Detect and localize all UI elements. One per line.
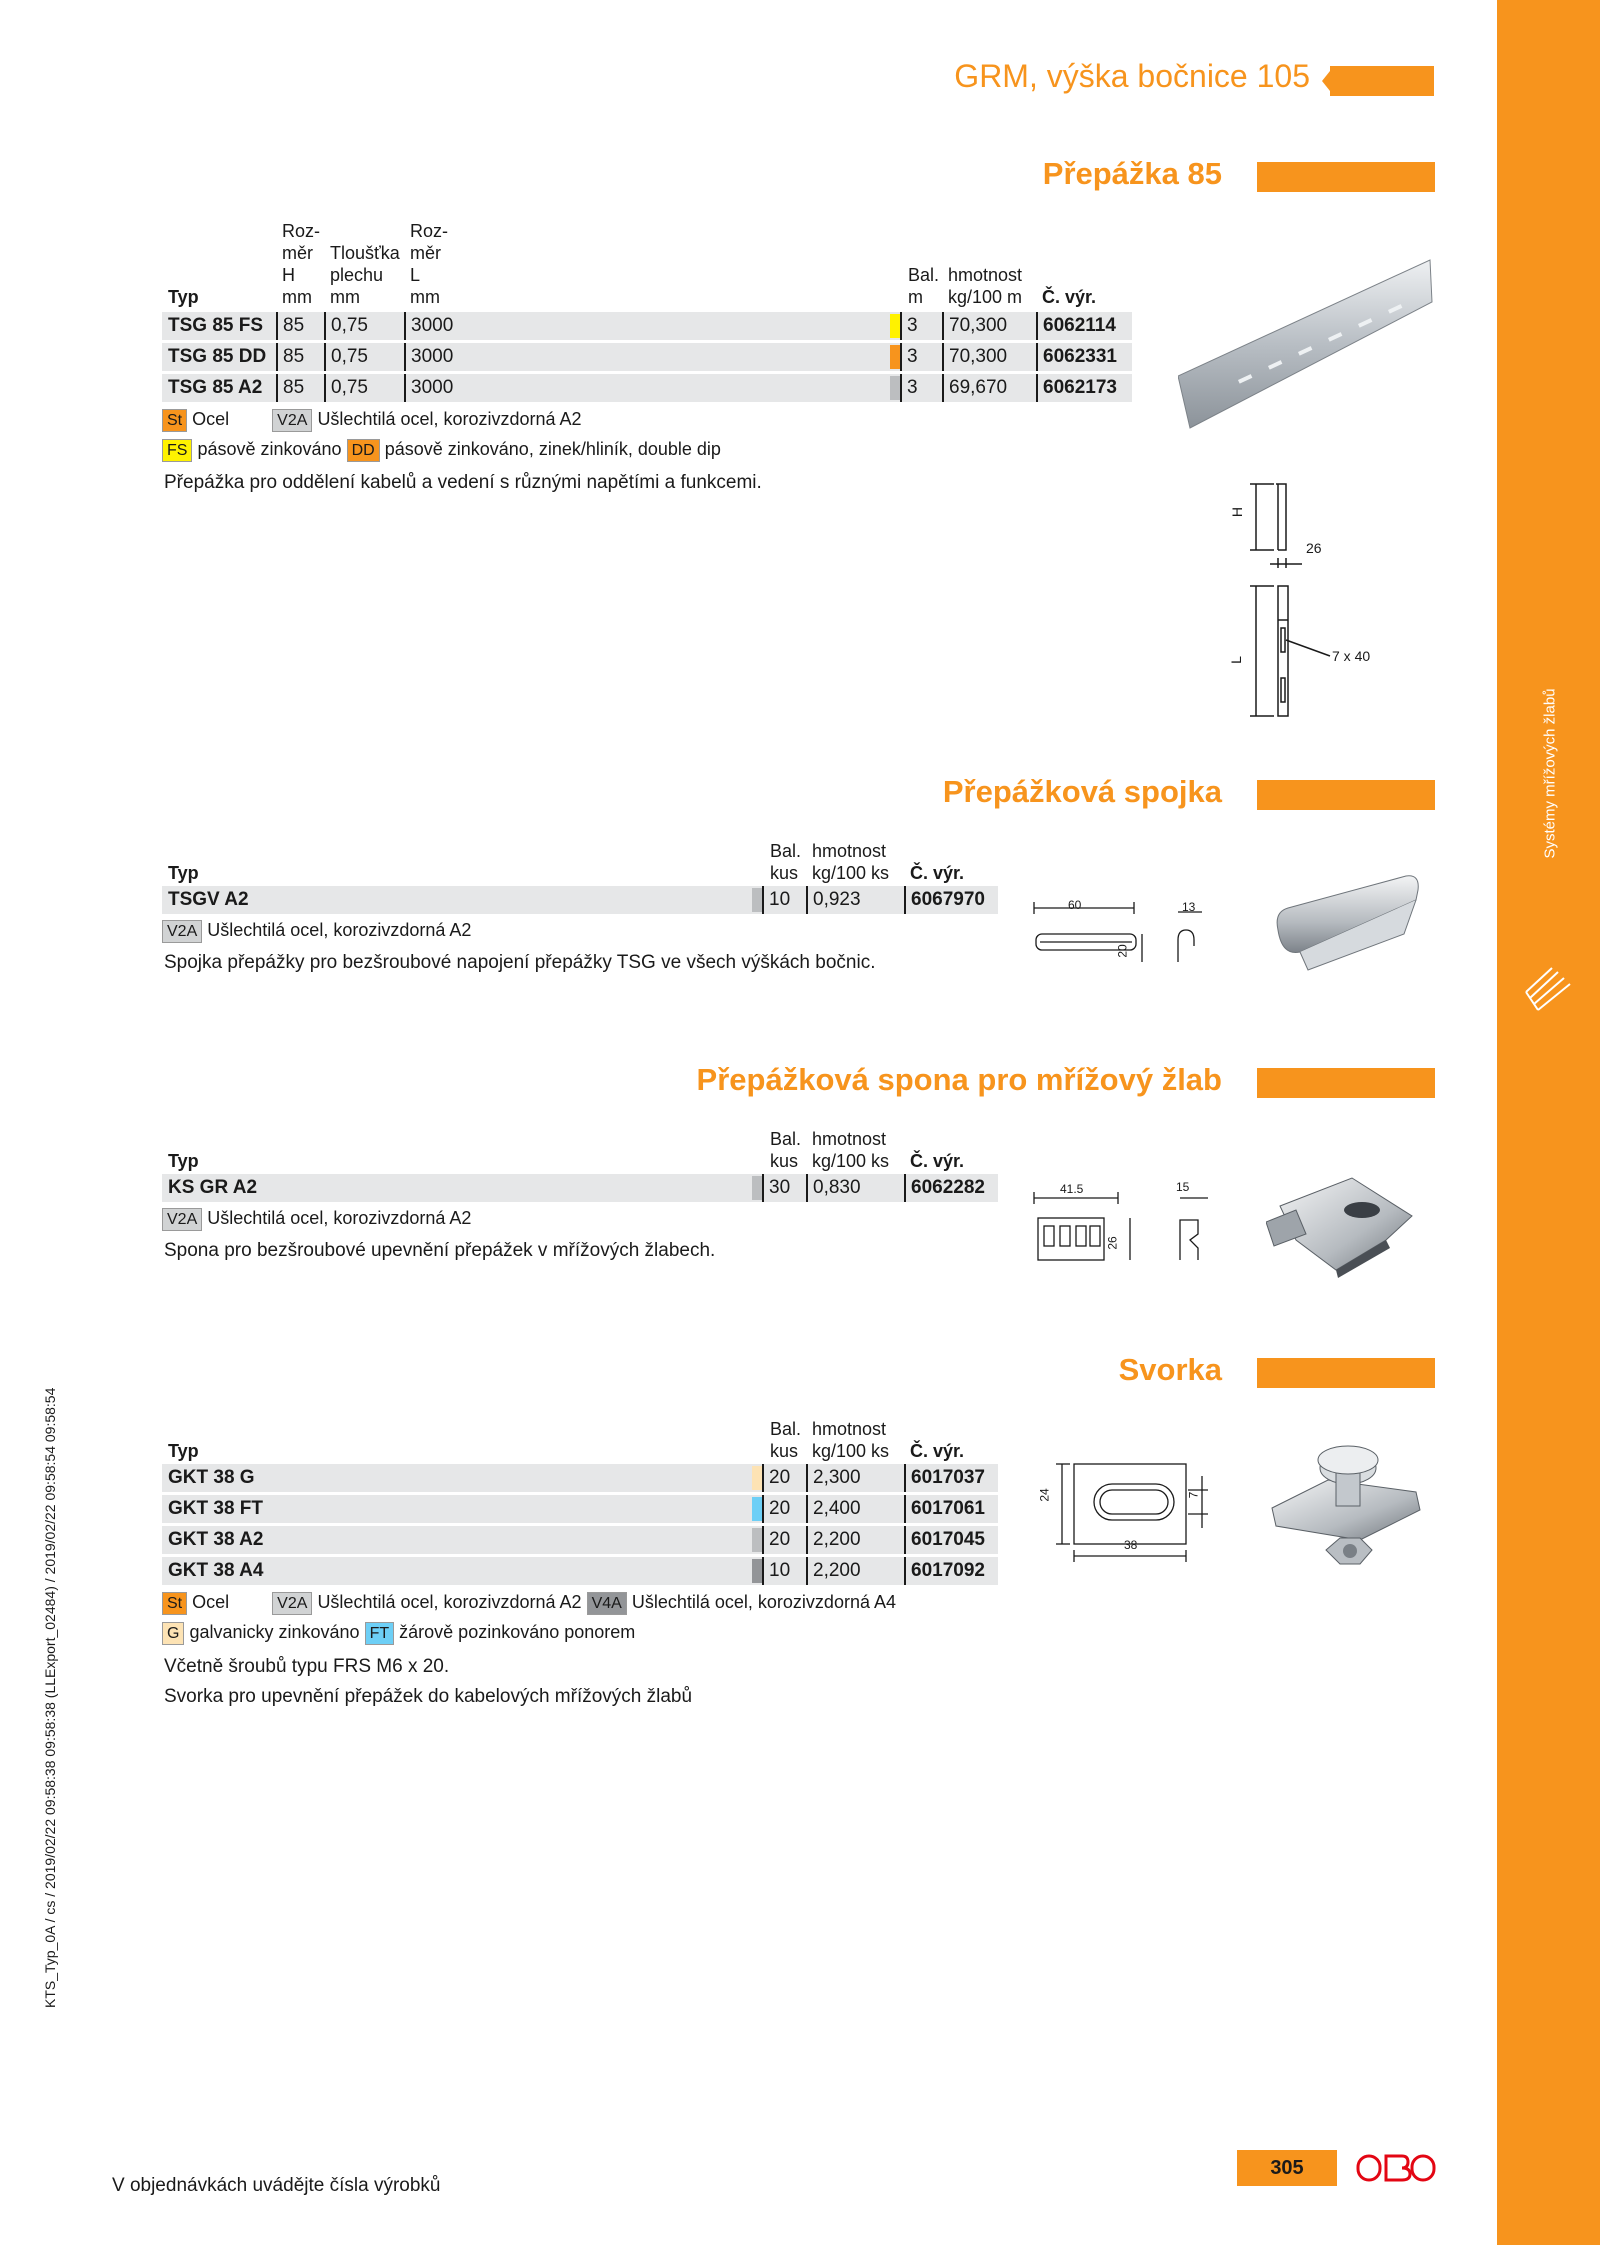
cell-thickness: 0,75 — [324, 374, 368, 402]
tag-st: St — [162, 1592, 187, 1615]
color-swatch-a2 — [752, 888, 762, 912]
cell-bal: 10 — [762, 886, 790, 914]
cell-weight: 2,200 — [806, 1526, 861, 1554]
section-description: Spona pro bezšroubové upevnění přepážek v mřížových žlabech. — [164, 1240, 716, 1261]
cell-bal: 20 — [762, 1526, 790, 1554]
section-bar — [1257, 162, 1435, 192]
section-title-spojka: Přepážková spojka — [942, 774, 1222, 809]
dim-depth-label: 13 — [1182, 900, 1196, 914]
color-swatch-a2 — [752, 1176, 762, 1200]
cell-cvyr: 6017061 — [904, 1495, 985, 1523]
cell-bal: 3 — [900, 343, 918, 371]
dim-h-label: H — [1229, 506, 1246, 518]
table-row — [162, 1174, 998, 1202]
dim-l-label: L — [1227, 656, 1244, 664]
col-header-weight: hmotnost kg/100 m — [948, 265, 1023, 307]
material-legend: St Ocel V2A Ušlechtilá ocel, korozivzdorná A2 V4A Ušlechtilá ocel, korozivzdorná A4 — [162, 1590, 896, 1615]
section-title-prepazka-85: Přepážka 85 — [1042, 156, 1222, 191]
col-header-bal: Bal. kus — [770, 841, 802, 883]
section-title-spona: Přepážková spona pro mřížový žlab — [696, 1062, 1222, 1097]
table-row — [162, 1557, 998, 1585]
cell-typ: KS GR A2 — [168, 1177, 258, 1198]
col-header-cvyr: Č. výr. — [910, 863, 965, 883]
color-swatch-a2 — [752, 1528, 762, 1552]
col-header-weight: hmotnost kg/100 ks — [812, 1419, 890, 1461]
col-header-weight: hmotnost kg/100 ks — [812, 841, 890, 883]
col-header-typ: Typ — [168, 1441, 199, 1461]
cell-typ: TSGV A2 — [168, 889, 249, 910]
color-swatch-a4 — [752, 1559, 762, 1583]
dim-width-label: 38 — [1124, 1538, 1138, 1552]
color-swatch-ft — [752, 1497, 762, 1521]
cell-typ: GKT 38 G — [168, 1467, 255, 1488]
cell-typ: TSG 85 A2 — [168, 377, 263, 398]
section-description: Spojka přepážky pro bezšroubové napojení přepážky TSG ve všech výškách bočnic. — [164, 952, 876, 973]
cell-thickness: 0,75 — [324, 312, 368, 340]
tag-dd: DD — [347, 439, 380, 462]
section-description: Svorka pro upevnění přepážek do kabelových mřížových žlabů — [164, 1686, 693, 1707]
tag-v2a: V2A — [272, 1592, 312, 1615]
cell-weight: 70,300 — [942, 343, 1007, 371]
section-bar — [1257, 1358, 1435, 1388]
footer-note: V objednávkách uvádějte čísla výrobků — [112, 2175, 441, 2196]
cell-weight: 0,923 — [806, 886, 861, 914]
cell-l: 3000 — [404, 312, 453, 340]
cell-typ: TSG 85 DD — [168, 346, 267, 367]
col-header-bal: Bal. kus — [770, 1129, 802, 1171]
spojka-product-image — [1272, 870, 1422, 980]
tag-v2a: V2A — [162, 1208, 202, 1231]
col-header-typ: Typ — [168, 863, 199, 883]
color-swatch-fs — [890, 314, 900, 338]
cell-cvyr: 6062173 — [1036, 374, 1117, 402]
cell-cvyr: 6017045 — [904, 1526, 985, 1554]
cell-weight: 70,300 — [942, 312, 1007, 340]
section-description: Přepážka pro oddělení kabelů a vedení s různými napětími a funkcemi. — [164, 472, 762, 493]
cell-weight: 0,830 — [806, 1174, 861, 1202]
dim-depth-label: 15 — [1176, 1180, 1190, 1194]
cell-weight: 2,300 — [806, 1464, 861, 1492]
cable-tray-icon — [1522, 962, 1574, 1014]
dim-slot-label: 7 — [1186, 1491, 1201, 1499]
color-swatch-a2 — [890, 376, 900, 400]
col-header-bal: Bal. kus — [770, 1419, 802, 1461]
col-header-cvyr: Č. výr. — [1042, 287, 1097, 307]
material-legend: St Ocel V2A Ušlechtilá ocel, korozivzdorná A2 — [162, 407, 582, 432]
cell-typ: GKT 38 FT — [168, 1498, 264, 1519]
cell-h: 85 — [276, 343, 304, 371]
section-description: Včetně šroubů typu FRS M6 x 20. — [164, 1656, 450, 1677]
cell-weight: 2,200 — [806, 1557, 861, 1585]
col-header-bal: Bal. m — [908, 265, 940, 307]
page-header-title: GRM, výška bočnice 105 — [954, 58, 1310, 94]
col-header-typ: Typ — [168, 287, 199, 307]
col-header-weight: hmotnost kg/100 ks — [812, 1129, 890, 1171]
cell-l: 3000 — [404, 343, 453, 371]
finish-legend: G galvanicky zinkováno FT žárově pozinkováno ponorem — [162, 1620, 635, 1645]
cell-bal: 3 — [900, 374, 918, 402]
col-header-cvyr: Č. výr. — [910, 1441, 965, 1461]
cell-typ: TSG 85 FS — [168, 315, 264, 336]
tag-st: St — [162, 409, 187, 432]
dim-height-label: 20 — [1115, 944, 1130, 958]
col-header-cvyr: Č. výr. — [910, 1151, 965, 1171]
print-metadata: KTS_Typ_0A / cs / 2019/02/22 09:58:38 09:58:38 (LLExport_02484) / 2019/02/22 09:58:54 09:58:54 — [42, 1387, 58, 2008]
tag-v2a: V2A — [162, 920, 202, 943]
tag-v4a: V4A — [587, 1592, 627, 1615]
header-bar — [1330, 66, 1434, 96]
col-header-thickness: Tloušťka plechu mm — [330, 243, 400, 307]
cell-cvyr: 6062282 — [904, 1174, 985, 1202]
table-row — [162, 886, 998, 914]
cell-bal: 30 — [762, 1174, 790, 1202]
cell-l: 3000 — [404, 374, 453, 402]
col-header-h: Roz- měr H mm — [282, 221, 321, 307]
tag-v2a: V2A — [272, 409, 312, 432]
table-row — [162, 1526, 998, 1554]
col-header-typ: Typ — [168, 1151, 199, 1171]
finish-legend: FS pásově zinkováno DD pásově zinkováno, zinek/hliník, double dip — [162, 437, 721, 462]
orange-sidebar — [1497, 0, 1600, 2245]
cell-thickness: 0,75 — [324, 343, 368, 371]
divider-product-image — [1178, 258, 1438, 438]
cell-cvyr: 6067970 — [904, 886, 985, 914]
dim-height-label: 24 — [1037, 1488, 1052, 1502]
dim-width-label: 26 — [1306, 540, 1322, 556]
color-swatch-g — [752, 1466, 762, 1490]
cell-bal: 10 — [762, 1557, 790, 1585]
cell-cvyr: 6062114 — [1036, 312, 1116, 340]
dim-slot-label: 7 x 40 — [1332, 648, 1371, 664]
cell-weight: 2,400 — [806, 1495, 861, 1523]
spojka-technical-drawing — [1030, 890, 1230, 970]
cell-weight: 69,670 — [942, 374, 1007, 402]
tag-ft: FT — [365, 1622, 395, 1645]
dim-width-label: 41.5 — [1060, 1182, 1084, 1196]
table-row — [162, 1495, 998, 1523]
obo-logo — [1356, 2148, 1436, 2188]
tag-g: G — [162, 1622, 184, 1645]
cell-bal: 20 — [762, 1464, 790, 1492]
section-bar — [1257, 1068, 1435, 1098]
table-row — [162, 1464, 998, 1492]
dim-height-label: 26 — [1105, 1236, 1120, 1250]
section-title-svorka: Svorka — [1118, 1352, 1222, 1387]
page-number: 305 — [1237, 2150, 1337, 2186]
cell-cvyr: 6062331 — [1036, 343, 1117, 371]
cell-h: 85 — [276, 374, 304, 402]
spona-product-image — [1266, 1160, 1426, 1280]
cell-cvyr: 6017037 — [904, 1464, 985, 1492]
section-bar — [1257, 780, 1435, 810]
tag-fs: FS — [162, 439, 192, 462]
cell-typ: GKT 38 A2 — [168, 1529, 264, 1550]
dim-width-label: 60 — [1068, 898, 1082, 912]
svorka-product-image — [1268, 1430, 1428, 1590]
cell-cvyr: 6017092 — [904, 1557, 985, 1585]
divider-technical-drawing — [1220, 470, 1420, 750]
cell-bal: 3 — [900, 312, 918, 340]
material-legend: V2A Ušlechtilá ocel, korozivzdorná A2 — [162, 918, 471, 943]
sidebar-label: Systémy mřížových žlabů — [1541, 688, 1559, 859]
cell-h: 85 — [276, 312, 304, 340]
col-header-l: Roz- měr L mm — [410, 221, 449, 307]
color-swatch-dd — [890, 345, 900, 369]
cell-bal: 20 — [762, 1495, 790, 1523]
material-legend: V2A Ušlechtilá ocel, korozivzdorná A2 — [162, 1206, 471, 1231]
cell-typ: GKT 38 A4 — [168, 1560, 264, 1581]
